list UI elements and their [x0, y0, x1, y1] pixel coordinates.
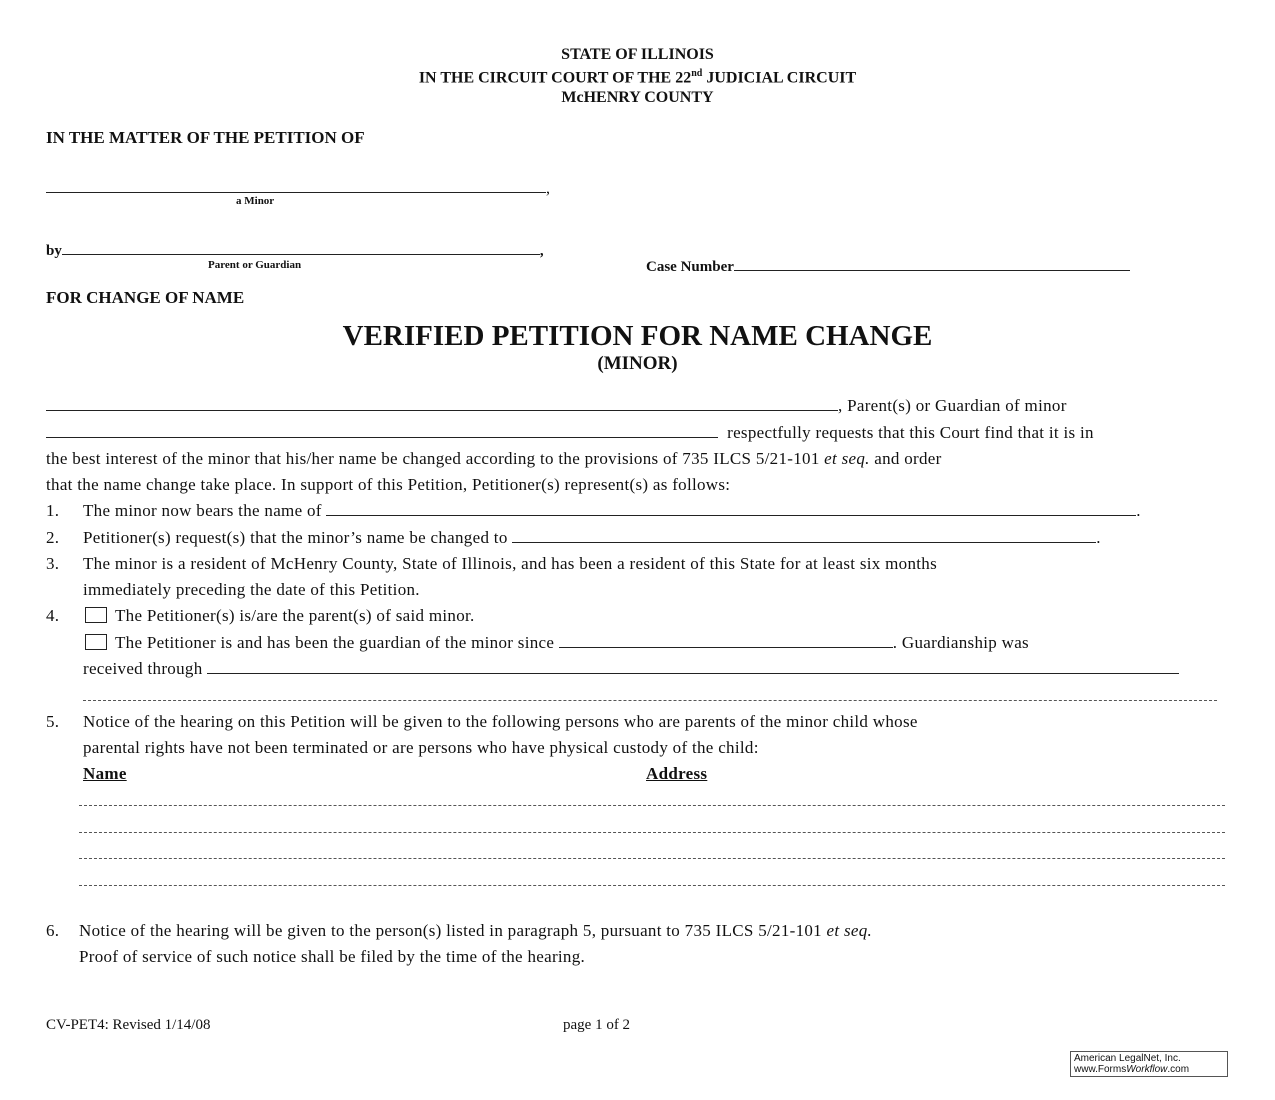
item-5: 5. — [46, 712, 60, 731]
parent-field[interactable]: by , — [46, 240, 544, 260]
guardianship-field[interactable]: received through — [83, 659, 1179, 679]
case-number-field[interactable] — [646, 256, 1130, 276]
change-heading: FOR CHANGE OF NAME — [46, 288, 245, 307]
logo-line-1: American LegalNet, Inc. — [1074, 1053, 1181, 1064]
guardian-checkbox[interactable] — [85, 634, 107, 650]
form-revision: CV-PET4: Revised 1/14/08 — [46, 1017, 211, 1033]
parent-checkbox[interactable] — [85, 607, 107, 623]
by-label: by — [46, 243, 62, 259]
logo-line-2: www.FormsWorkflow.com — [1074, 1064, 1190, 1075]
item-6: 6. — [46, 921, 60, 940]
item-3-text-2: immediately preceding the date of this Petition. — [83, 580, 420, 599]
item-2: 2. — [46, 528, 60, 547]
header-county: McHENRY COUNTY — [561, 89, 714, 106]
case-number-label: Case Number — [646, 259, 734, 275]
document-subtitle: (MINOR) — [597, 353, 678, 374]
notice-line[interactable] — [79, 805, 1225, 806]
header-state: STATE OF ILLINOIS — [561, 46, 714, 63]
item-6-text: Notice of the hearing will be given to the person(s) listed in paragraph 5, pursuant to 735 ILCS 5/21-101 et seq. — [79, 921, 873, 940]
p2: respectfully requests that this Court find that it is in — [727, 423, 1094, 442]
header-court — [0, 68, 1275, 87]
court-sup: nd — [691, 68, 703, 79]
item-5-text-2: parental rights have not been terminated or are persons who have physical custody of the child: — [83, 738, 759, 757]
document-title: VERIFIED PETITION FOR NAME CHANGE — [342, 320, 933, 352]
page-number: page 1 of 2 — [563, 1017, 631, 1033]
item-1: 1. — [46, 501, 60, 520]
p4: that the name change take place. In support of this Petition, Petitioner(s) represent(s) as follows: — [46, 475, 731, 494]
item-4: 4. — [46, 606, 60, 625]
court-text: IN THE CIRCUIT COURT OF THE 22 — [418, 69, 692, 87]
address-column-header: Address — [646, 764, 708, 783]
new-name-field[interactable]: Petitioner(s) request(s) that the minor’s name be changed to . — [83, 528, 1101, 547]
item-6-text-2: Proof of service of such notice shall be filed by the time of the hearing. — [79, 947, 586, 966]
p1: , Parent(s) or Guardian of minor — [838, 396, 1067, 415]
item-3-text: The minor is a resident of McHenry County, State of Illinois, and has been a resident of this State for at least six months — [83, 554, 937, 573]
petitioner-line[interactable] — [46, 396, 1067, 416]
parent-label: Parent or Guardian — [208, 259, 302, 271]
guardianship-line-2[interactable] — [83, 700, 1217, 701]
american-legalnet-logo — [1070, 1051, 1228, 1077]
guardian-checkbox-row[interactable]: The Petitioner is and has been the guardian of the minor since . Guardianship was — [85, 633, 1029, 653]
parent-checkbox-row[interactable]: The Petitioner(s) is/are the parent(s) of said minor. — [85, 606, 475, 626]
notice-line[interactable] — [79, 885, 1225, 886]
court-text-2: JUDICIAL CIRCUIT — [702, 69, 857, 87]
notice-line[interactable] — [79, 858, 1225, 859]
current-name-field[interactable]: The minor now bears the name of . — [83, 501, 1141, 520]
minor-line[interactable] — [46, 423, 1094, 443]
name-column-header: Name — [83, 764, 127, 783]
matter-heading: IN THE MATTER OF THE PETITION OF — [46, 128, 365, 147]
item-3: 3. — [46, 554, 60, 573]
minor-label: a Minor — [236, 195, 275, 207]
item-5-text: Notice of the hearing on this Petition will be given to the following persons who are parents of the minor child whose — [83, 712, 918, 731]
minor-name-field[interactable]: , — [46, 178, 550, 198]
p3: the best interest of the minor that his/her name be changed according to the provisions of 735 ILCS 5/21-101 et seq. and order — [46, 449, 942, 468]
notice-line[interactable] — [79, 832, 1225, 833]
